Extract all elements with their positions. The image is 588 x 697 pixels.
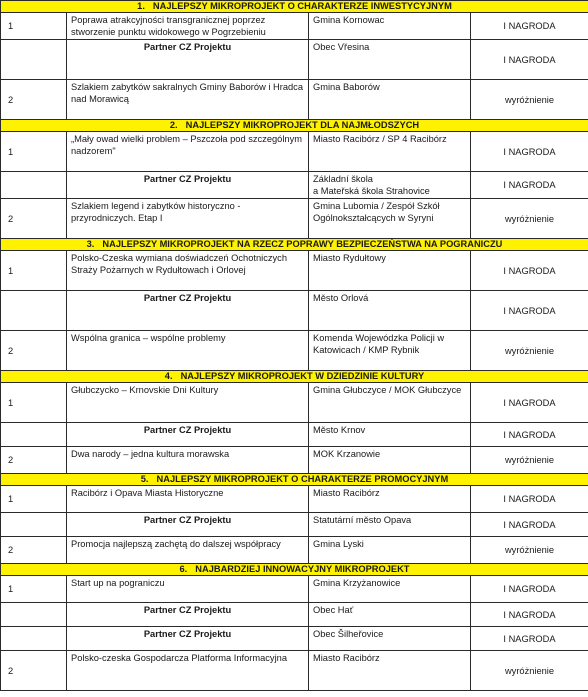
row-number: 1 [1, 13, 67, 40]
section-header [1, 120, 588, 132]
project-title: Racibórz i Opava Miasta Historyczne [67, 486, 309, 513]
section-number: 3. [86, 239, 95, 249]
beneficiary-name: MOK Krzanowie [309, 447, 471, 474]
award-label: I NAGRODA [471, 627, 588, 651]
section-title [1, 371, 588, 383]
beneficiary-name: Miasto Racibórz [309, 486, 471, 513]
award-label: I NAGRODA [471, 132, 588, 172]
section-title [1, 120, 588, 132]
empty-cell [1, 603, 67, 627]
section-number: 2. [169, 120, 178, 130]
award-label: wyróżnienie [471, 651, 588, 691]
row-number: 2 [1, 199, 67, 239]
table-row [1, 383, 588, 423]
award-label: wyróżnienie [471, 199, 588, 239]
section-title [1, 474, 588, 486]
project-title: Poprawa atrakcyjności transgranicznej poprzez stworzenie punktu widokowego w Pogrzebieniu [67, 13, 309, 40]
award-label: I NAGRODA [471, 40, 588, 80]
project-title: Start up na pograniczu [67, 576, 309, 603]
section-header [1, 239, 588, 251]
project-title: Wspólna granica – wspólne problemy [67, 331, 309, 371]
partner-row [1, 172, 588, 199]
beneficiary-name: Komenda Wojewódzka Policji w Katowicach / KMP Rybnik [309, 331, 471, 371]
table-row [1, 447, 588, 474]
beneficiary-name: Gmina Lyski [309, 537, 471, 564]
table-row [1, 651, 588, 691]
project-title: Polsko-czeska Gospodarcza Platforma Informacyjna [67, 651, 309, 691]
partner-row [1, 423, 588, 447]
project-title: „Mały owad wielki problem – Pszczoła pod szczególnym nadzorem" [67, 132, 309, 172]
section-number: 1. [137, 1, 145, 11]
award-label: I NAGRODA [471, 576, 588, 603]
partner-row [1, 603, 588, 627]
section-number: 5. [140, 474, 149, 484]
table-row [1, 199, 588, 239]
award-label: I NAGRODA [471, 291, 588, 331]
empty-cell [1, 172, 67, 199]
section-title-text: NAJLEPSZY MIKROPROJEKT DLA NAJMŁODSZYCH [185, 120, 420, 130]
table-row [1, 80, 588, 120]
partner-label: Partner CZ Projektu [67, 423, 309, 447]
row-number: 1 [1, 383, 67, 423]
beneficiary-name: Základní škola a Mateřská škola Strahovice [309, 172, 471, 199]
partner-label: Partner CZ Projektu [67, 627, 309, 651]
project-title: Dwa narody – jedna kultura morawska [67, 447, 309, 474]
beneficiary-name: Statutární město Opava [309, 513, 471, 537]
section-number: 4. [164, 371, 173, 381]
award-label: I NAGRODA [471, 13, 588, 40]
empty-cell [1, 40, 67, 80]
section-header [1, 564, 588, 576]
table-row [1, 251, 588, 291]
section-title [1, 239, 588, 251]
award-label: I NAGRODA [471, 383, 588, 423]
beneficiary-name: Obec Vřesina [309, 40, 471, 80]
beneficiary-name: Miasto Racibórz [309, 651, 471, 691]
beneficiary-name: Město Orlová [309, 291, 471, 331]
beneficiary-name: Obec Hať [309, 603, 471, 627]
award-label: wyróżnienie [471, 537, 588, 564]
awards-table-body [1, 1, 588, 691]
row-number: 2 [1, 331, 67, 371]
table-row [1, 132, 588, 172]
partner-row [1, 627, 588, 651]
section-header [1, 474, 588, 486]
award-label: wyróżnienie [471, 447, 588, 474]
section-title [1, 1, 588, 13]
award-label: I NAGRODA [471, 603, 588, 627]
project-title: Szlakiem legend i zabytków historyczno - przyrodniczych. Etap I [67, 199, 309, 239]
section-number: 6. [179, 564, 188, 574]
section-title-text: NAJLEPSZY MIKROPROJEKT O CHARAKTERZE INWESTYCYJNYM [152, 1, 452, 11]
beneficiary-name: Gmina Lubomia / Zespół Szkół Ogólnokształcących w Syryni [309, 199, 471, 239]
project-title: Szlakiem zabytków sakralnych Gminy Baborów i Hradca nad Morawicą [67, 80, 309, 120]
row-number: 2 [1, 80, 67, 120]
partner-label: Partner CZ Projektu [67, 40, 309, 80]
section-title [1, 564, 588, 576]
partner-label: Partner CZ Projektu [67, 172, 309, 199]
beneficiary-name: Gmina Baborów [309, 80, 471, 120]
row-number: 1 [1, 132, 67, 172]
beneficiary-name: Gmina Kornowac [309, 13, 471, 40]
section-title-text: NAJLEPSZY MIKROPROJEKT W DZIEDZINIE KULTURY [180, 371, 425, 381]
award-label: I NAGRODA [471, 172, 588, 199]
row-number: 1 [1, 486, 67, 513]
section-header [1, 1, 588, 13]
partner-row [1, 513, 588, 537]
section-header [1, 371, 588, 383]
beneficiary-name: Město Krnov [309, 423, 471, 447]
partner-label: Partner CZ Projektu [67, 513, 309, 537]
beneficiary-name: Gmina Krzyżanowice [309, 576, 471, 603]
section-title-text: NAJBARDZIEJ INNOWACYJNY MIKROPROJEKT [195, 564, 410, 574]
table-row [1, 486, 588, 513]
section-title-text: NAJLEPSZY MIKROPROJEKT O CHARAKTERZE PROMOCYJNYM [156, 474, 449, 484]
partner-row [1, 291, 588, 331]
partner-label: Partner CZ Projektu [67, 291, 309, 331]
row-number: 2 [1, 447, 67, 474]
award-label: I NAGRODA [471, 486, 588, 513]
empty-cell [1, 423, 67, 447]
table-row [1, 13, 588, 40]
award-label: I NAGRODA [471, 251, 588, 291]
project-title: Głubczycko – Krnovskie Dni Kultury [67, 383, 309, 423]
table-row [1, 537, 588, 564]
table-row [1, 331, 588, 371]
beneficiary-name: Gmina Głubczyce / MOK Głubczyce [309, 383, 471, 423]
beneficiary-name: Obec Šilheřovice [309, 627, 471, 651]
beneficiary-name: Miasto Racibórz / SP 4 Racibórz [309, 132, 471, 172]
row-number: 2 [1, 651, 67, 691]
partner-label: Partner CZ Projektu [67, 603, 309, 627]
partner-row [1, 40, 588, 80]
beneficiary-name: Miasto Rydułtowy [309, 251, 471, 291]
project-title: Polsko-Czeska wymiana doświadczeń Ochotniczych Straży Pożarnych w Rydułtowach i Orlovej [67, 251, 309, 291]
award-label: I NAGRODA [471, 513, 588, 537]
row-number: 2 [1, 537, 67, 564]
award-label: wyróżnienie [471, 80, 588, 120]
row-number: 1 [1, 576, 67, 603]
project-title: Promocja najlepszą zachętą do dalszej współpracy [67, 537, 309, 564]
empty-cell [1, 627, 67, 651]
row-number: 1 [1, 251, 67, 291]
section-title-text: NAJLEPSZY MIKROPROJEKT NA RZECZ POPRAWY BEZPIECZEŃSTWA NA POGRANICZU [102, 239, 503, 249]
award-label: I NAGRODA [471, 423, 588, 447]
table-row [1, 576, 588, 603]
empty-cell [1, 513, 67, 537]
empty-cell [1, 291, 67, 331]
award-label: wyróżnienie [471, 331, 588, 371]
